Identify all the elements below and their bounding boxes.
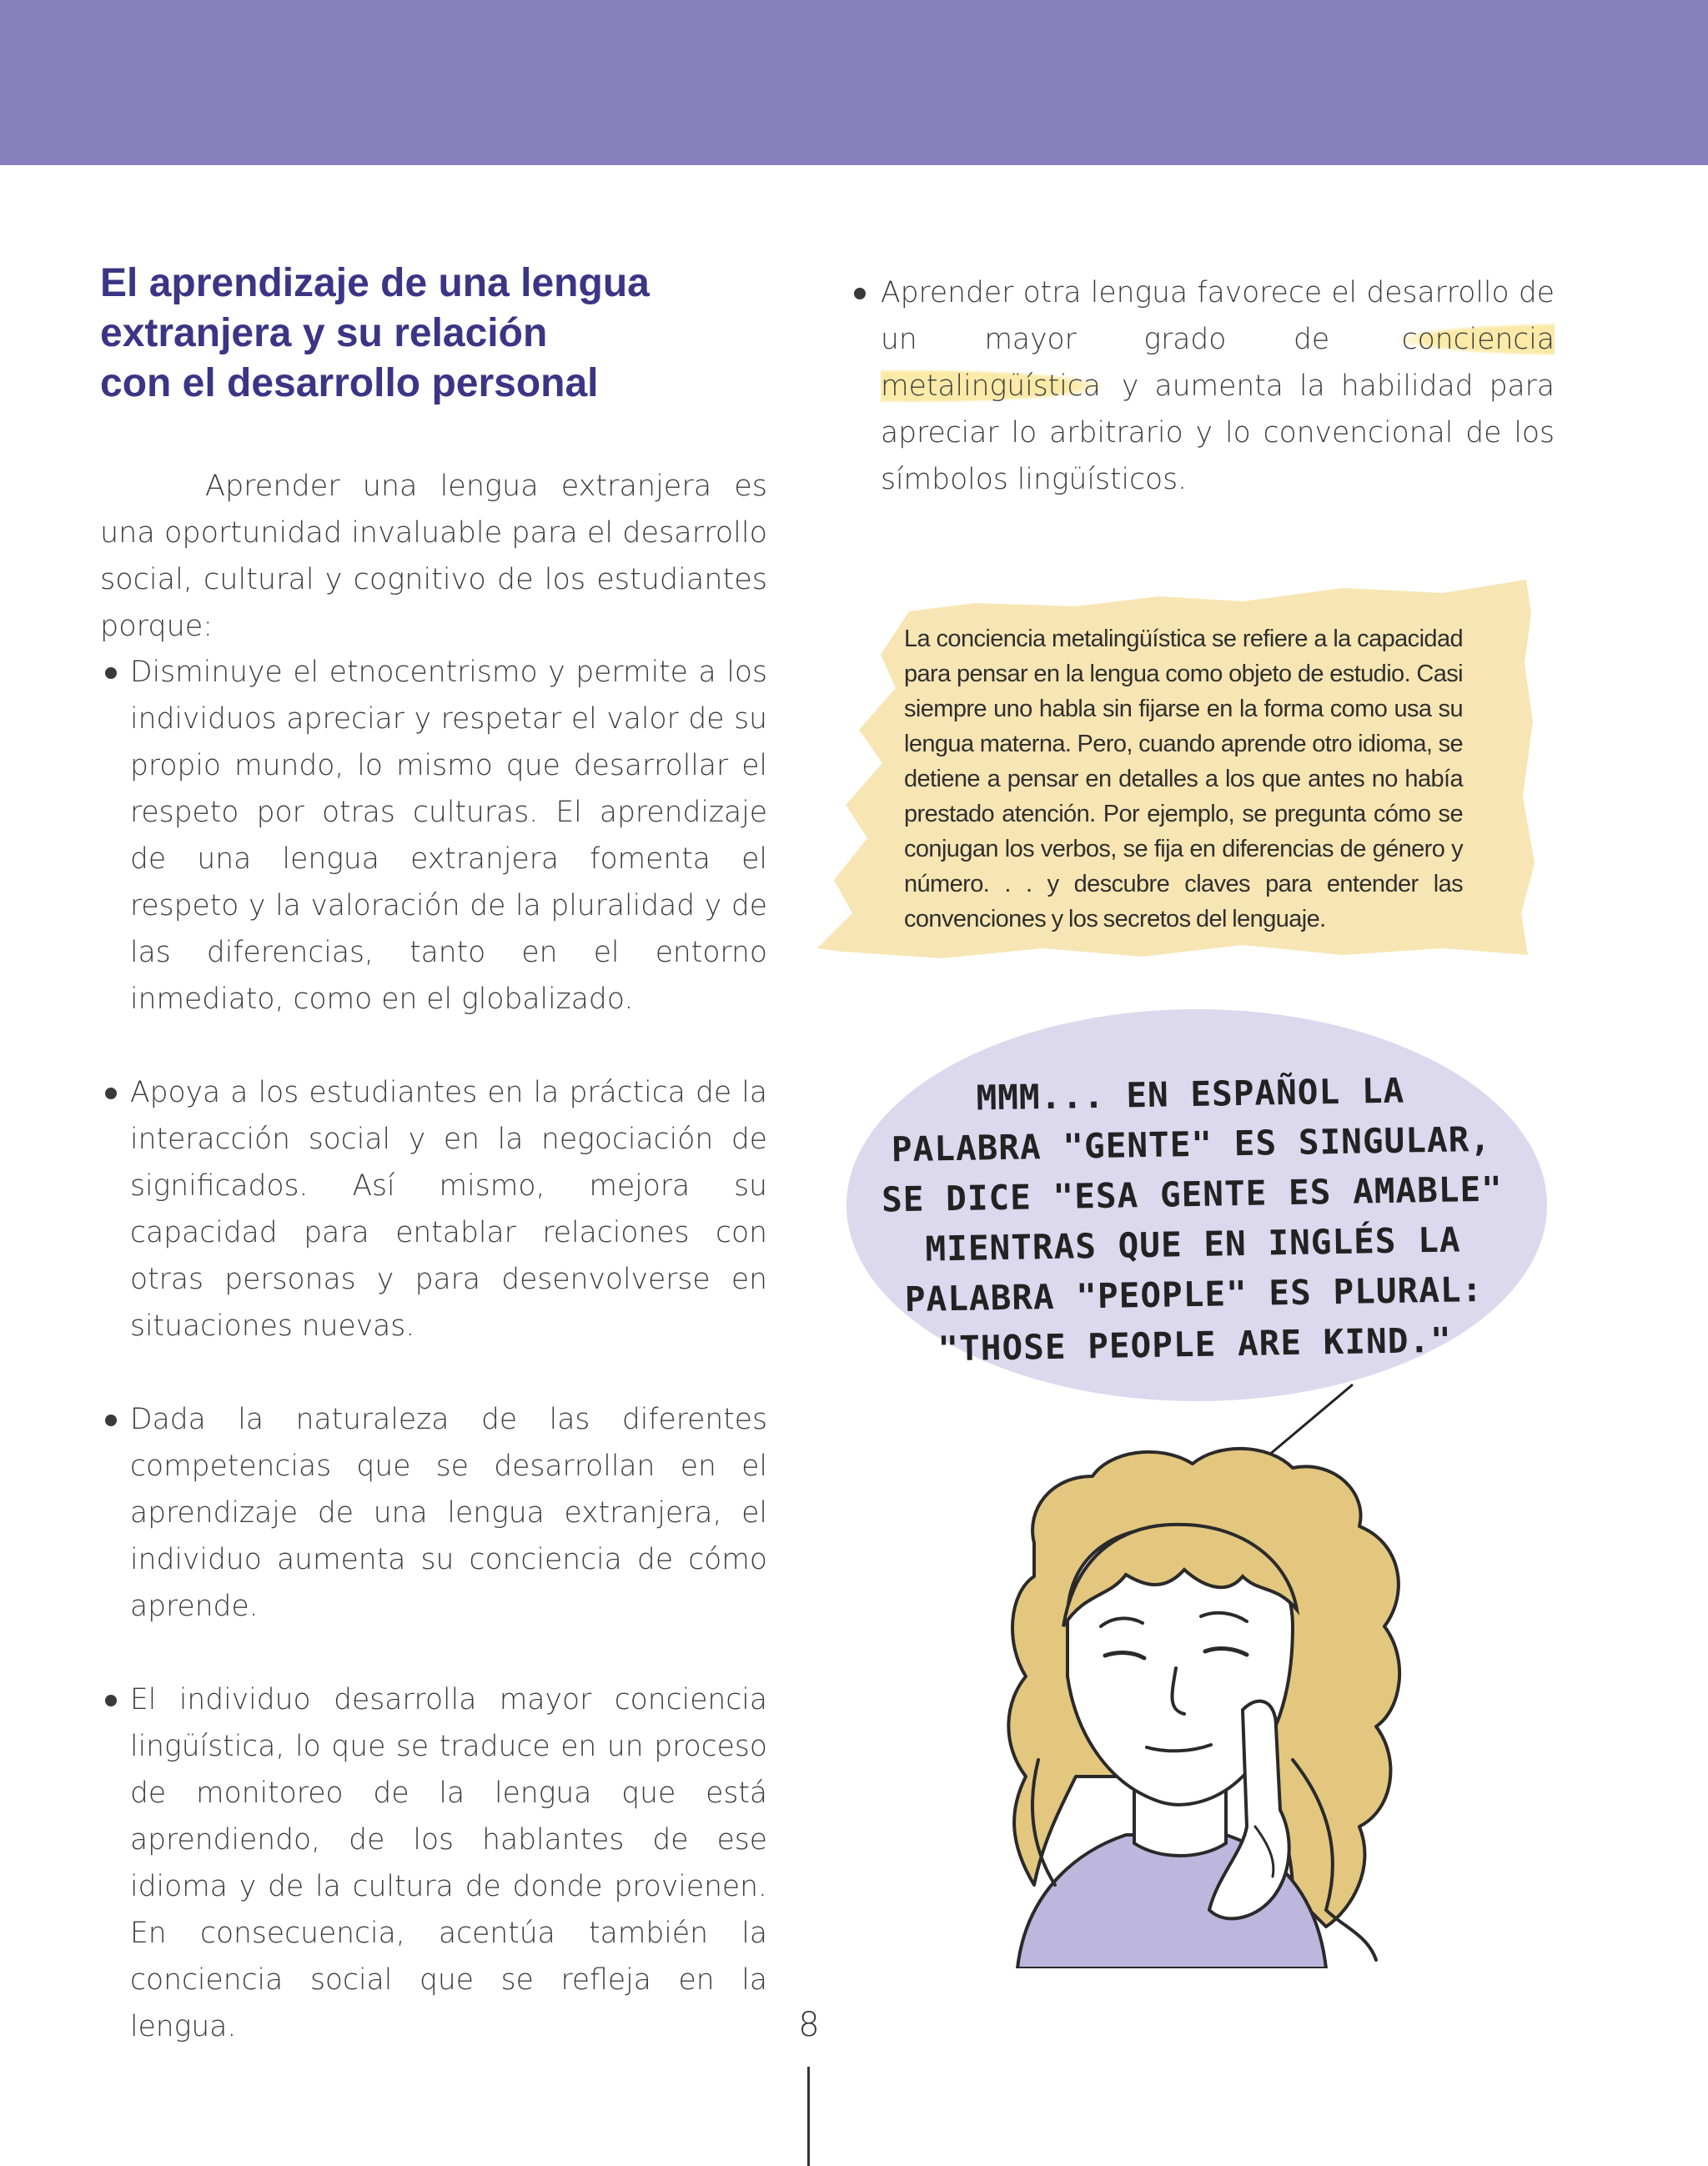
heading-line: con el desarrollo personal [100,361,599,405]
bubble-line: PALABRA "PEOPLE" ES PLURAL: [904,1269,1484,1320]
bubble-line: MMM... EN ESPAÑOL LA [976,1070,1405,1118]
top-color-band [0,0,1708,165]
note-definition: La conciencia metalingüística se refiere a la capacidad para pensar en la lengua como objeto de estudio. Casi siempre uno habla sin fijarse en la forma como usa su lengua materna. Pero, cuando aprende otro idioma, se detiene a pensar en detalles a los que antes no había prestado atención. Por ejemplo, se pregunta cómo se conjugan los verbos, se fija en diferencias de género y número. . . y descubre claves para entender las convenciones y los secretos del lenguaje. [904,626,1463,932]
speech-bubble-text [840,1063,1545,1376]
intro-paragraph: Aprender una lengua extranjera es una oportunidad invaluable para el desarrollo social, cultural y cognitivo de los estudiantes porque: [100,470,767,643]
heading-line: extranjera y su relación [100,311,548,355]
metalinguistic-bullet [851,269,1555,503]
list-item: Dada la naturaleza de las diferentes competencias que se desarrollan en el aprendizaje de una lengua extranjera, el individuo aumenta su conciencia de cómo aprende. [100,1396,767,1630]
bullet-text-end: y aumenta la habilidad para apreciar lo arbitrario y lo convencional de los símbolos lingüísticos. [881,369,1555,496]
heading-line: El aprendizaje de una lengua [100,261,650,305]
bubble-line: MIENTRAS QUE EN INGLÉS LA [925,1219,1461,1269]
bubble-line: PALABRA "GENTE" ES SINGULAR, [891,1118,1492,1170]
list-item [881,269,1555,503]
highlighted-term: conciencia metalingüística [881,323,1555,403]
list-item: Apoya a los estudiantes en la práctica de la interacción social y en la negociación de significados. Así mismo, mejora su capacidad para entablar relaciones con otras personas y para desenvolverse en situaciones nuevas. [100,1069,767,1349]
bubble-line: SE DICE "ESA GENTE ES AMABLE" [881,1168,1504,1220]
list-item: El individuo desarrolla mayor conciencia lingüística, lo que se traduce en un proceso de monitoreo de la lengua que está aprendiendo, de los hablantes de ese idioma y de la cultura de donde provienen. En consecuencia, acentúa también la conciencia social que se refleja en la lengua. [100,1676,767,2050]
list-item: Disminuye el etnocentrismo y permite a los individuos apreciar y respetar el valor de su propio mundo, lo mismo que desarrollar el respeto por otras culturas. El aprendizaje de una lengua extranjera fomenta el respeto y la valoración de la pluralidad y de las diferencias, tanto en el entorno inmediato, como en el globalizado. [100,649,767,1023]
bubble-line: "THOSE PEOPLE ARE KIND." [937,1319,1453,1369]
bullet-text-start: Aprender otra lengua favorece el desarrollo de un mayor grado de [881,276,1555,356]
benefits-list [100,649,767,2097]
section-heading [100,259,817,409]
page-number: 8 [798,2006,820,2044]
page-number-rule [807,2067,810,2166]
